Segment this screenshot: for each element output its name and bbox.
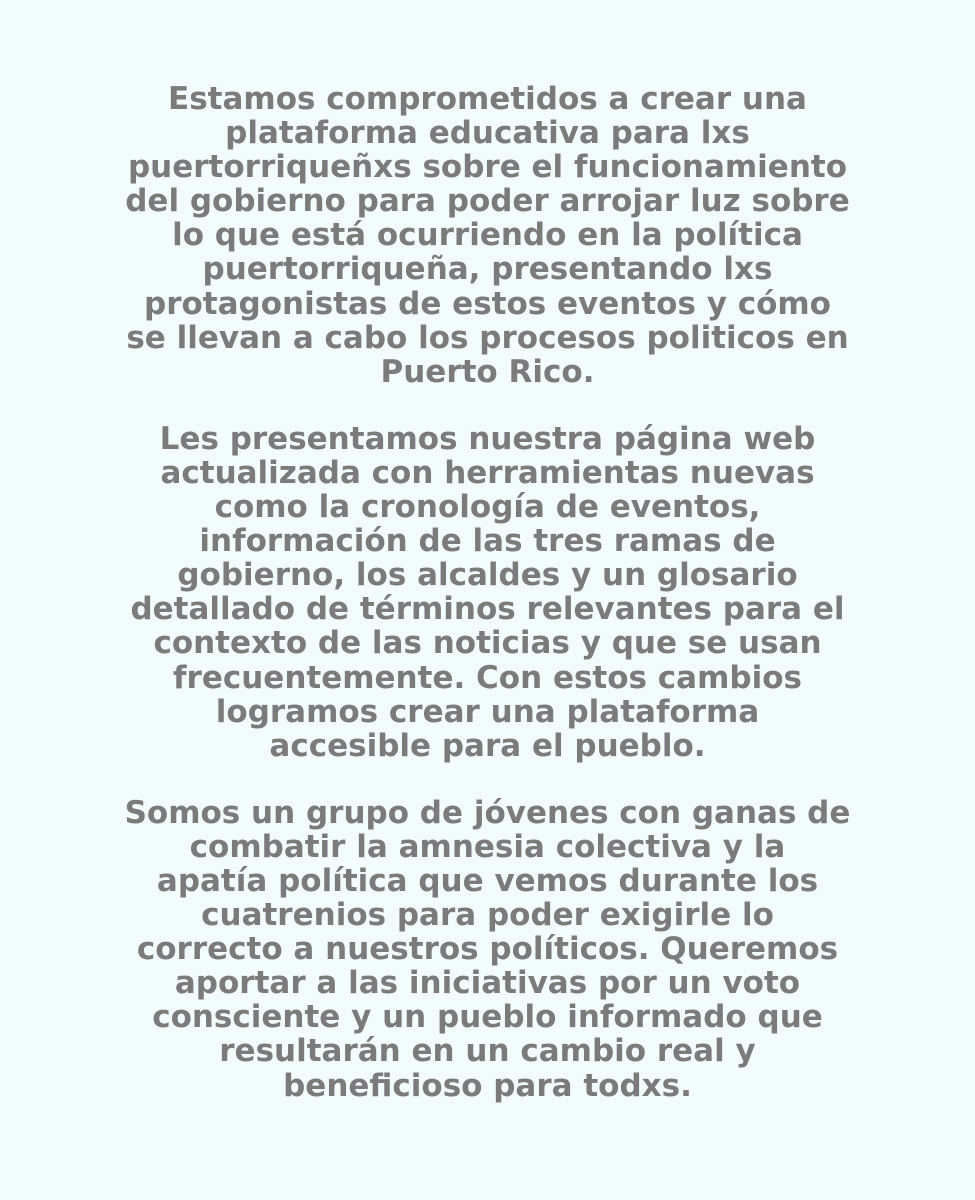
text-line: puertorriqueñxs sobre el funcionamiento: [127, 149, 848, 186]
text-line: Les presentamos nuestra página web: [159, 420, 816, 457]
text-line: Puerto Rico.: [380, 353, 595, 390]
text-line: protagonistas de estos eventos y cómo: [144, 285, 831, 322]
text-line: cuatrenios para poder exigirle lo: [201, 897, 774, 934]
text-line: logramos crear una plataforma: [215, 693, 760, 730]
text-line: detallado de términos relevantes para el: [130, 591, 845, 628]
text-line: gobierno, los alcaldes y un glosario: [177, 557, 798, 594]
text-content: [120, 82, 855, 1103]
text-line: consciente y un pueblo informado que: [152, 999, 823, 1036]
paragraph-mission: [120, 82, 855, 389]
text-line: apatía política que vemos durante los: [156, 862, 819, 899]
text-line: beneficioso para todxs.: [283, 1067, 692, 1104]
text-line: correcto a nuestros políticos. Queremos: [136, 931, 839, 968]
text-line: puertorriqueña, presentando lxs: [202, 251, 773, 288]
text-line: aportar a las iniciativas por un voto: [174, 965, 801, 1002]
text-line: lo que está ocurriendo en la política: [172, 217, 803, 254]
text-line: actualizada con herramientas nuevas: [160, 454, 815, 491]
text-line: plataforma educativa para lxs: [225, 115, 750, 152]
text-line: información de las tres ramas de: [199, 523, 776, 560]
text-line: accesible para el pueblo.: [269, 727, 706, 764]
text-line: como la cronología de eventos,: [214, 489, 761, 526]
text-line: se llevan a cabo los procesos politicos en: [126, 319, 849, 356]
text-line: frecuentemente. Con estos cambios: [173, 659, 802, 696]
text-line: contexto de las noticias y que se usan: [153, 625, 822, 662]
text-line: del gobierno para poder arrojar luz sobre: [125, 183, 850, 220]
paragraph-about: [120, 796, 855, 1103]
text-line: combatir la amnesia colectiva y la: [189, 828, 786, 865]
paragraph-website: [120, 422, 855, 763]
text-line: resultarán en un cambio real y: [219, 1033, 756, 1070]
text-line: Somos un grupo de jóvenes con ganas de: [124, 794, 851, 831]
text-line: Estamos comprometidos a crear una: [168, 81, 807, 117]
